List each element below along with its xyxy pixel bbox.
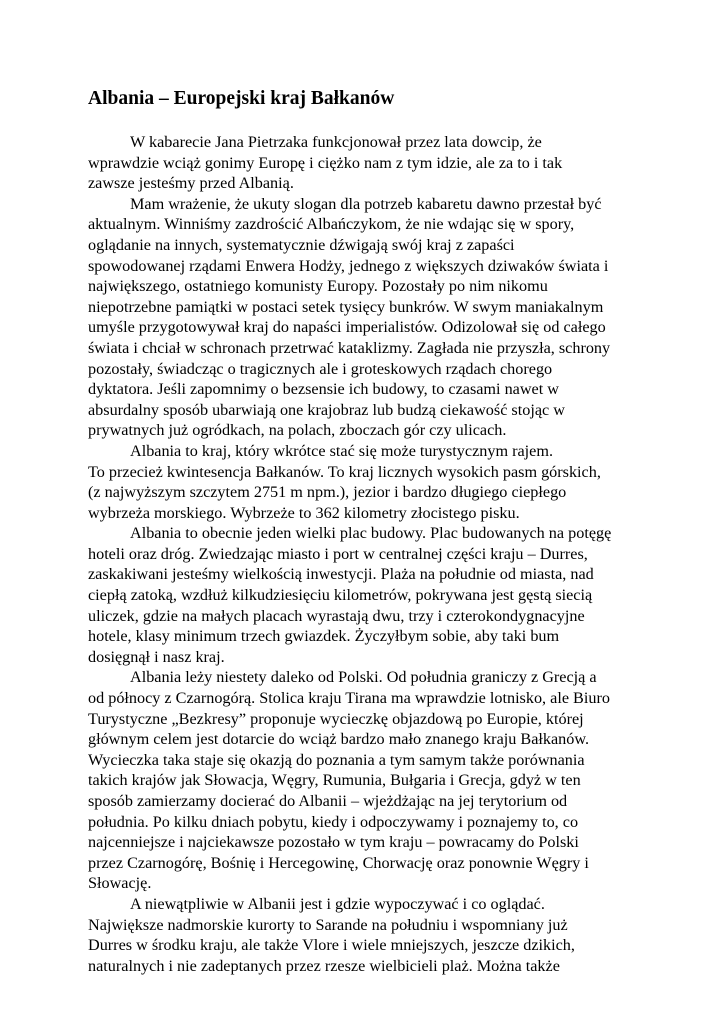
text-line: takich krajów jak Słowacja, Węgry, Rumunia, Bułgaria i Grecja, gdyż w ten [88, 771, 581, 790]
document-title: Albania – Europejski kraj Bałkanów [88, 88, 395, 109]
text-line: pozostały, świadcząc o tragicznych ale i groteskowych rządach chorego [88, 359, 553, 378]
text-line: prywatnych już ogródkach, na polach, zboczach gór czy ulicach. [88, 421, 507, 440]
paragraph-first-line: Albania to obecnie jeden wielki plac budowy. Plac budowanych na potęgę [130, 524, 612, 543]
text-line: oglądanie na innych, systematycznie dźwigają swój kraj z zapaści [88, 235, 515, 254]
text-line: hotele, klasy minimum trzech gwiazdek. Życzyłbym sobie, aby taki bum [88, 627, 560, 646]
text-line: (z najwyższym szczytem 2751 m npm.), jezior i bardzo długiego ciepłego [88, 483, 567, 502]
text-line: ciepłą zatoką, wzdłuż kilkudziesięciu kilometrów, pokrywana jest gęstą siecią [88, 586, 593, 605]
text-line: najcenniejsze i najciekawsze pozostało w tym kraju – powracamy do Polski [88, 833, 579, 852]
document-body [88, 132, 648, 976]
text-line: dosięgnął i nasz kraj. [88, 647, 225, 666]
text-line: największego, ostatniego komunisty Europy. Pozostały po nim nikomu [88, 277, 548, 296]
text-line: spowodowanej rządami Enwera Hodży, jednego z większych dziwaków świata i [88, 256, 609, 275]
text-line: południa. Po kilku dniach pobytu, kiedy i odpoczywamy i poznajemy to, co [88, 812, 579, 831]
text-line: Słowację. [88, 874, 152, 893]
text-line: Największe nadmorskie kurorty to Sarande na południu i wspomniany już [88, 915, 568, 934]
text-line: głównym celem jest dotarcie do wciąż bardzo mało znanego kraju Bałkanów. [88, 730, 590, 749]
text-line: przez Czarnogórę, Bośnię i Hercegowinę, Chorwację oraz ponownie Węgry i [88, 853, 589, 872]
text-line: absurdalny sposób ubarwiają one krajobraz lub budzą ciekawość stojąc w [88, 400, 565, 419]
text-line: dyktatora. Jeśli zapomnimy o bezsensie ich budowy, to czasami nawet w [88, 380, 559, 399]
text-line: aktualnym. Winniśmy zazdrościć Albańczykom, że nie wdając się w spory, [88, 215, 575, 234]
text-line: To przecież kwintesencja Bałkanów. To kraj licznych wysokich pasm górskich, [88, 462, 601, 481]
text-line: hoteli oraz dróg. Zwiedzając miasto i port w centralnej części kraju – Durres, [88, 544, 588, 563]
text-line: uliczek, gdzie na małych placach wyrastają dwu, trzy i czterokondygnacyjne [88, 606, 585, 625]
paragraph-first-line: W kabarecie Jana Pietrzaka funkcjonował przez lata dowcip, że [130, 133, 542, 151]
text-line: zawsze jesteśmy przed Albanią. [88, 174, 294, 193]
document-page [88, 86, 648, 976]
text-line: naturalnych i nie zadeptanych przez rzesze wielbicieli plaż. Można także [88, 956, 560, 975]
text-line: od północy z Czarnogórą. Stolica kraju Tirana ma wprawdzie lotnisko, ale Biuro [88, 689, 610, 708]
paragraph-first-line: Albania to kraj, który wkrótce stać się może turystycznym rajem. [130, 441, 553, 460]
paragraph-first-line: Albania leży niestety daleko od Polski. Od południa graniczy z Grecją a [130, 668, 597, 687]
paragraph-first-line: A niewątpliwie w Albanii jest i gdzie wypoczywać i co oglądać. [130, 894, 545, 913]
text-line: Turystyczne „Bezkresy” proponuje wycieczkę objazdową po Europie, której [88, 709, 584, 728]
text-line: umyśle przygotowywał kraj do napaści imperialistów. Odizolował się od całego [88, 318, 606, 337]
paragraph-first-line: Mam wrażenie, że ukuty slogan dla potrzeb kabaretu dawno przestał być [130, 194, 602, 213]
text-line: zaskakiwani jesteśmy wielkością inwestycji. Plaża na południe od miasta, nad [88, 565, 594, 584]
text-line: świata i chciał w schronach przetrwać kataklizmy. Zagłada nie przyszła, schrony [88, 338, 611, 357]
text-line: sposób zamierzamy docierać do Albanii – wjeżdżając na jej terytorium od [88, 792, 568, 810]
text-line: niepotrzebne pamiątki w postaci setek tysięcy bunkrów. W swym maniakalnym [88, 297, 604, 316]
text-line: Durres w środku kraju, ale także Vlore i wiele mniejszych, jeszcze dzikich, [88, 936, 575, 955]
text-line: wprawdzie wciąż gonimy Europę i ciężko nam z tym idzie, ale za to i tak [88, 153, 563, 172]
text-line: Wycieczka taka staje się okazją do poznania a tym samym także porównania [88, 750, 585, 769]
text-line: wybrzeża morskiego. Wybrzeże to 362 kilometry złocistego pisku. [88, 503, 520, 522]
